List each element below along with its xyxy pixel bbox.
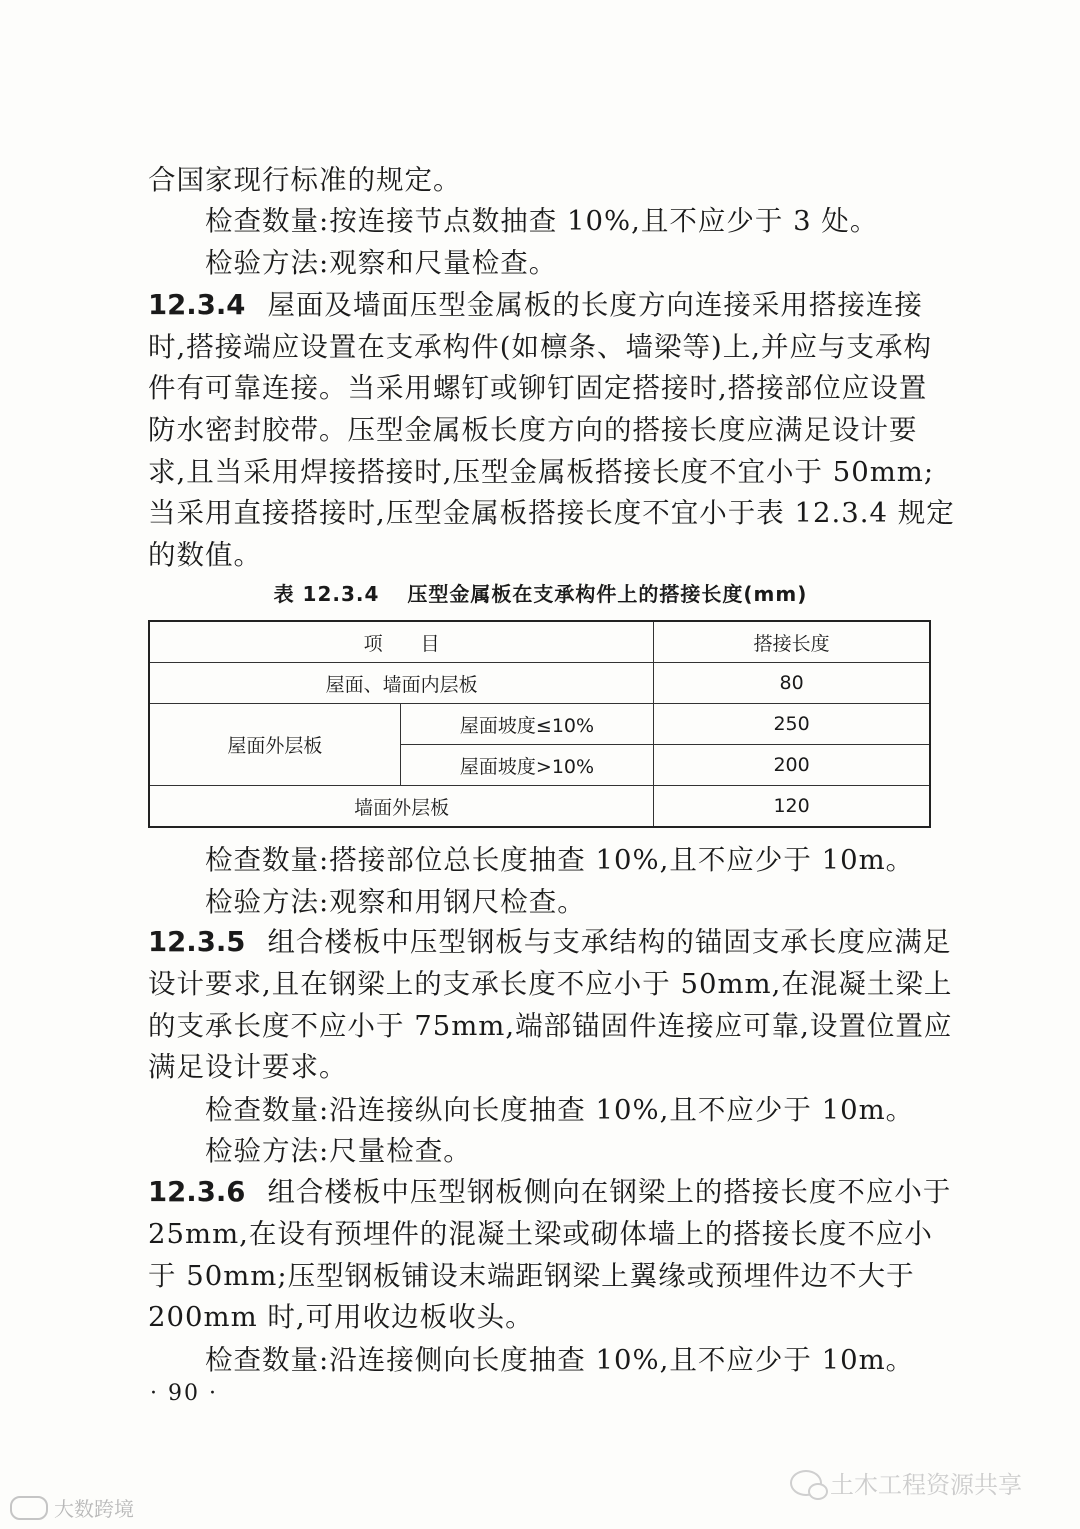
text-line: 求,且当采用焊接搭接时,压型金属板搭接长度不宜小于 50mm; [148, 456, 935, 488]
clause-number: 12.3.5 [148, 926, 246, 958]
text-line: 合国家现行标准的规定。 [148, 164, 462, 196]
overlap-length-table [148, 620, 931, 828]
text-line: 防水密封胶带。压型金属板长度方向的搭接长度应满足设计要 [148, 414, 918, 446]
text-line: 满足设计要求。 [148, 1051, 348, 1083]
text-line: 检验方法:尺量检查。 [205, 1135, 472, 1167]
clause-number: 12.3.6 [148, 1176, 246, 1208]
table-caption-number: 表 12.3.4 [273, 582, 380, 606]
watermark-right [790, 1465, 1022, 1500]
text-line: 的数值。 [148, 539, 262, 571]
text-line: 200mm 时,可用收边板收头。 [148, 1301, 534, 1333]
clause-12-3-4 [148, 285, 933, 325]
text-line: 设计要求,且在钢梁上的支承长度不应小于 50mm,在混凝土梁上 [148, 968, 953, 1000]
table-cell: 80 [654, 663, 930, 704]
watermark-left-text: 大数跨境 [54, 1497, 134, 1521]
text-line: 检验方法:观察和尺量检查。 [205, 247, 558, 279]
text-line: 的支承长度不应小于 75mm,端部锚固件连接应可靠,设置位置应 [148, 1010, 953, 1042]
page-number: · 90 · [150, 1381, 218, 1406]
table-cell: 屋面坡度≤10% [400, 704, 653, 745]
logo-icon [10, 1496, 48, 1520]
table-row [149, 704, 930, 745]
table-cell: 200 [654, 745, 930, 786]
table-row [149, 786, 930, 828]
clause-12-3-6 [148, 1172, 952, 1212]
text-line: 检验方法:观察和用钢尺检查。 [205, 886, 586, 918]
table-cell: 屋面、墙面内层板 [149, 663, 654, 704]
table-cell-group: 屋面外层板 [149, 704, 400, 786]
table-header-value: 搭接长度 [654, 621, 930, 663]
text-line: 当采用直接搭接时,压型金属板搭接长度不宜小于表 12.3.4 规定 [148, 497, 955, 529]
text-line: 25mm,在设有预埋件的混凝土梁或砌体墙上的搭接长度不应小 [148, 1218, 933, 1250]
text-line: 检查数量:搭接部位总长度抽查 10%,且不应少于 10m。 [205, 844, 915, 876]
table-caption [148, 580, 933, 608]
text-line: 检查数量:沿连接纵向长度抽查 10%,且不应少于 10m。 [205, 1094, 915, 1126]
table-row [149, 663, 930, 704]
clause-text: 组合楼板中压型钢板与支承结构的锚固支承长度应满足 [267, 926, 952, 958]
clause-12-3-5 [148, 922, 952, 962]
clause-text: 组合楼板中压型钢板侧向在钢梁上的搭接长度不应小于 [267, 1176, 952, 1208]
watermark-right-text: 土木工程资源共享 [830, 1471, 1022, 1499]
table-cell: 墙面外层板 [149, 786, 654, 828]
watermark-left [10, 1493, 134, 1522]
table-cell: 250 [654, 704, 930, 745]
table-cell: 120 [654, 786, 930, 828]
text-line: 检查数量:按连接节点数抽查 10%,且不应少于 3 处。 [205, 205, 879, 237]
table-header-item: 项 目 [149, 621, 654, 663]
text-line: 检查数量:沿连接侧向长度抽查 10%,且不应少于 10m。 [205, 1344, 915, 1376]
text-line: 于 50mm;压型钢板铺设末端距钢梁上翼缘或预埋件边不大于 [148, 1260, 915, 1292]
text-line: 件有可靠连接。当采用螺钉或铆钉固定搭接时,搭接部位应设置 [148, 372, 928, 404]
text-line: 时,搭接端应设置在支承构件(如檩条、墙梁等)上,并应与支承构 [148, 331, 932, 363]
clause-number: 12.3.4 [148, 289, 246, 321]
table-cell: 屋面坡度>10% [400, 745, 653, 786]
table-caption-title: 压型金属板在支承构件上的搭接长度(mm) [407, 582, 808, 606]
clause-text: 屋面及墙面压型金属板的长度方向连接采用搭接连接 [267, 289, 923, 321]
wechat-icon [790, 1470, 822, 1496]
